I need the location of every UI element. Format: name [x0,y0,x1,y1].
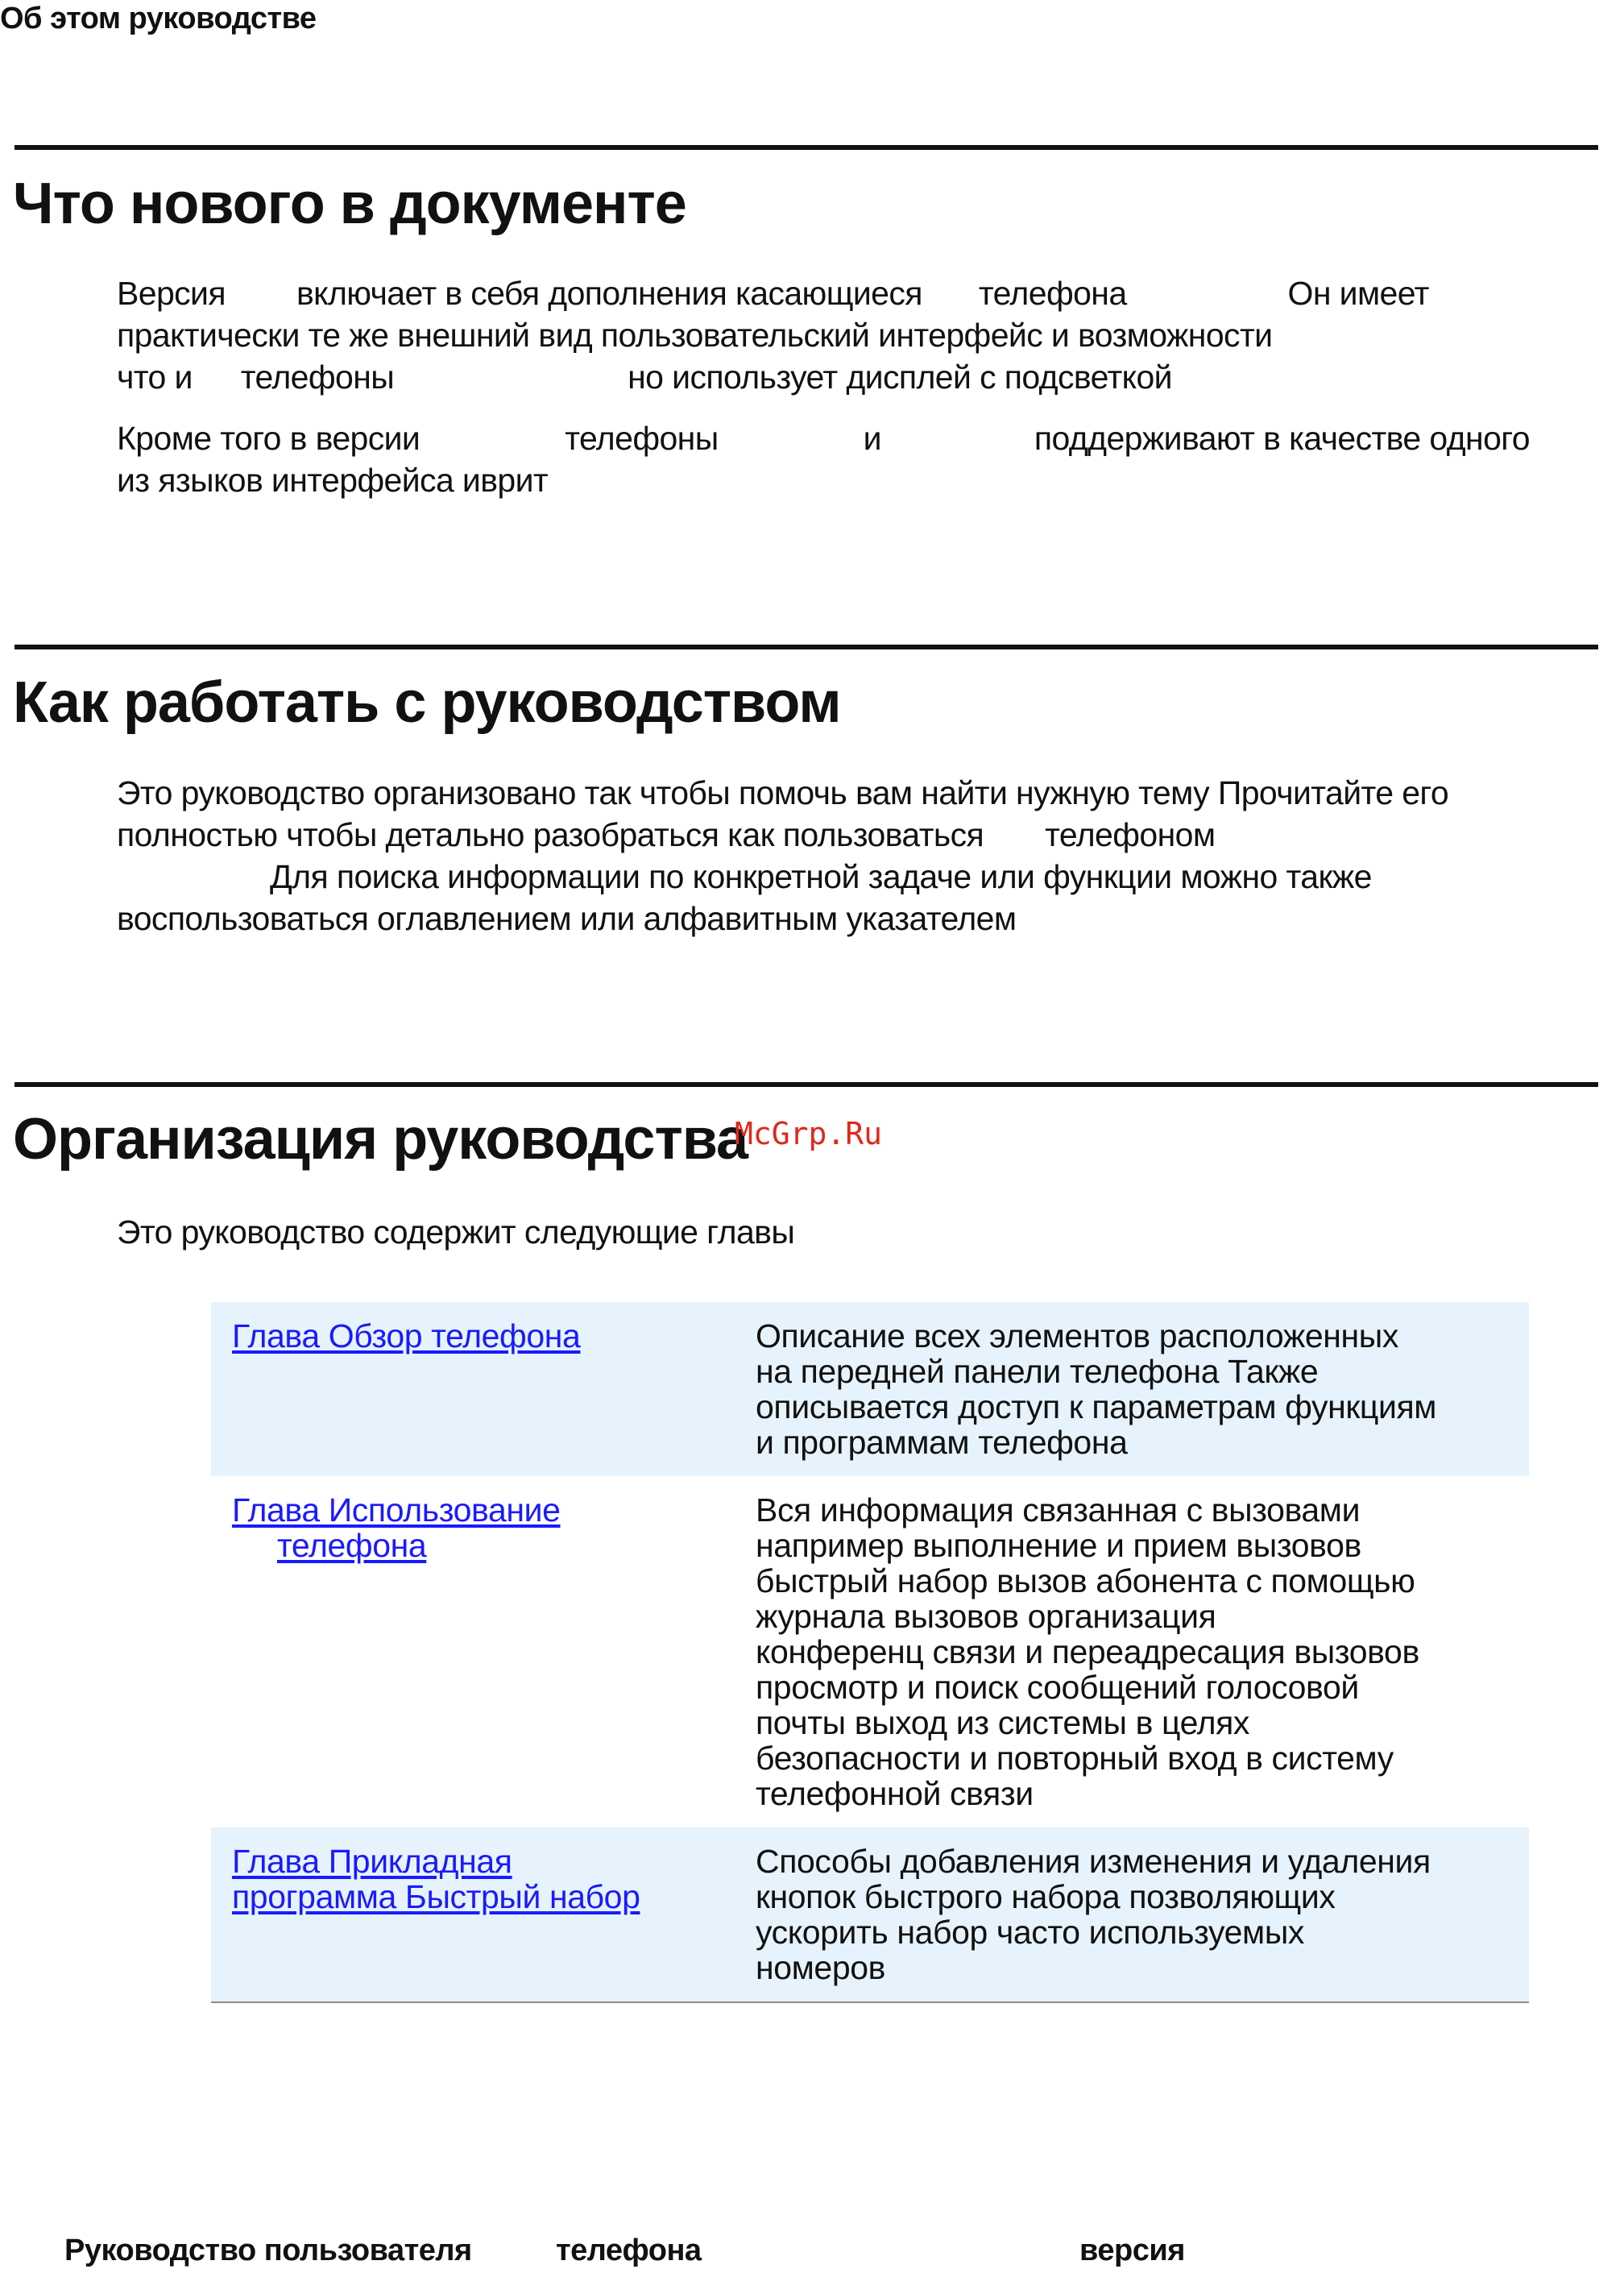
chapter-link-text: телефона [277,1527,427,1564]
description-line: кнопок быстрого набора позволяющих [756,1878,1336,1915]
text-fragment: и [863,420,881,457]
chapter-link-text: программа Быстрый набор [232,1878,640,1915]
description-line: журнала вызовов организация [756,1598,1216,1635]
table-row [211,1302,1529,1476]
section-heading-whats-new: Что нового в документе [13,172,686,236]
section-divider [14,145,1598,150]
description-line: конференц связи и переадресация вызовов [756,1633,1419,1670]
how-to-use-paragraph [117,772,1599,940]
section-divider [14,645,1598,649]
footer-guide-title: Руководство пользователя [64,2234,472,2267]
text-fragment: включает в себя дополнения касающиеся [296,275,922,312]
text-fragment: телефоны [240,359,395,396]
text-fragment: полностью чтобы детально разобраться как пользоваться [117,816,984,853]
chapter-description [735,1476,1529,1827]
description-line: и программам телефона [756,1424,1128,1461]
whats-new-paragraph-1 [117,272,1599,398]
text-fragment: но использует дисплей с подсветкой [628,359,1172,396]
chapter-link-cell [211,1476,735,1827]
text-fragment: Кроме того в версии [117,420,420,457]
chapter-link-text: Глава Использование [232,1491,561,1529]
text-fragment: из языков интерфейса иврит [117,462,549,499]
text-fragment: воспользоваться оглавлением или алфавитным указателем [117,900,1017,937]
section-divider [14,1082,1598,1087]
text-fragment: Для поиска информации по конкретной задаче или функции можно также [270,858,1372,895]
chapter-link-text: Глава Прикладная [232,1843,512,1880]
chapter-link-using-phone[interactable] [232,1491,561,1564]
chapter-link-cell [211,1302,735,1476]
section-heading-organization: Организация руководства [13,1107,748,1172]
description-line: Способы добавления изменения и удаления [756,1843,1431,1880]
chapter-description [735,1302,1529,1476]
chapter-link-speed-dial[interactable] [232,1843,640,1915]
description-line: например выполнение и прием вызовов [756,1527,1361,1564]
chapter-link-overview[interactable] [232,1317,580,1354]
chapters-table [211,1302,1529,2003]
text-fragment: Это руководство организовано так чтобы помочь вам найти нужную тему Прочитайте его [117,774,1449,811]
description-line: быстрый набор вызов абонента с помощью [756,1562,1415,1599]
text-fragment: телефоном [1045,816,1216,853]
text-fragment: телефона [978,275,1127,312]
text-fragment: Версия [117,275,226,312]
description-line: описывается доступ к параметрам функциям [756,1388,1437,1425]
description-line: Вся информация связанная с вызовами [756,1491,1361,1529]
watermark: McGrp.Ru [735,1116,883,1151]
chapter-link-text: Глава Обзор телефона [232,1317,581,1354]
chapter-description [735,1827,1529,2002]
description-line: безопасности и повторный вход в систему [756,1740,1394,1777]
description-line: просмотр и поиск сообщений голосовой [756,1669,1359,1706]
text-fragment: Он имеет [1287,275,1429,312]
table-row [211,1827,1529,2002]
description-line: почты выход из системы в целях [756,1704,1250,1741]
description-line: ускорить набор часто используемых [756,1914,1304,1951]
table-row [211,1476,1529,1827]
text-fragment: что и [117,359,193,396]
section-heading-how-to-use: Как работать с руководством [13,670,841,735]
text-fragment: поддерживают в качестве одного [1034,420,1530,457]
chapter-link-cell [211,1827,735,2002]
footer-version-label: версия [1079,2234,1185,2267]
description-line: на передней панели телефона Также [756,1353,1319,1390]
text-fragment: телефоны [565,420,719,457]
description-line: телефонной связи [756,1775,1034,1812]
organization-intro: Это руководство содержит следующие главы [117,1213,795,1251]
description-line: Описание всех элементов расположенных [756,1317,1398,1354]
footer-phone-label: телефона [556,2234,702,2267]
running-header: Об этом руководстве [0,2,317,35]
whats-new-paragraph-2 [117,417,1599,501]
description-line: номеров [756,1949,886,1986]
text-fragment: практически те же внешний вид пользовательский интерфейс и возможности [117,317,1273,354]
